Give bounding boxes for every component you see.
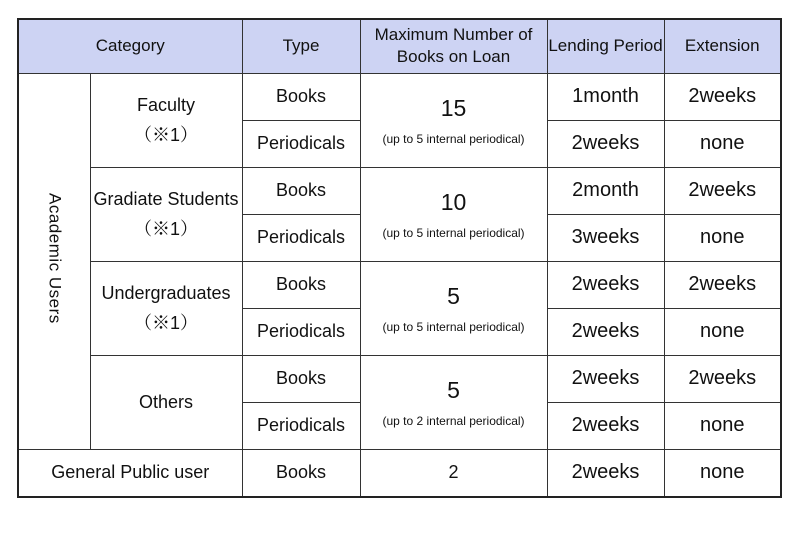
category-cell — [90, 167, 242, 261]
category-name: Undergraduates — [101, 283, 231, 303]
header-type: Type — [242, 19, 360, 73]
header-lending-period: Lending Period — [547, 19, 664, 73]
category-cell — [90, 73, 242, 167]
type-cell: Periodicals — [242, 308, 360, 355]
max-books-value: 5 — [447, 282, 460, 309]
max-books-note: (up to 2 internal periodical) — [382, 413, 525, 428]
type-cell: Books — [242, 355, 360, 402]
category-name: Gradiate Students — [93, 189, 239, 209]
category-cell — [90, 355, 242, 449]
extension-cell: none — [664, 120, 781, 167]
category-cell — [90, 261, 242, 355]
table-row-general-public — [18, 449, 781, 497]
type-cell: Books — [242, 73, 360, 120]
max-books-note: (up to 5 internal periodical) — [382, 319, 525, 334]
header-category: Category — [18, 19, 242, 73]
type-cell: Periodicals — [242, 214, 360, 261]
lending-period-cell: 2weeks — [547, 120, 664, 167]
max-books-value: 5 — [447, 376, 460, 403]
extension-cell: 2weeks — [664, 73, 781, 120]
type-cell: Books — [242, 261, 360, 308]
max-books-value: 15 — [440, 94, 467, 121]
extension-cell: none — [664, 449, 781, 497]
type-cell: Periodicals — [242, 120, 360, 167]
extension-cell: 2weeks — [664, 355, 781, 402]
loan-policy-table — [17, 18, 782, 498]
lending-period-cell: 2weeks — [547, 308, 664, 355]
extension-cell: none — [664, 308, 781, 355]
table-row — [18, 261, 781, 308]
header-row — [18, 19, 781, 73]
category-note: （※1） — [134, 219, 199, 239]
extension-cell: none — [664, 214, 781, 261]
extension-cell: 2weeks — [664, 261, 781, 308]
academic-users-cell — [18, 73, 90, 449]
max-books-cell — [360, 167, 547, 261]
max-books-value: 10 — [440, 188, 467, 215]
max-books-cell — [360, 355, 547, 449]
lending-period-cell: 2weeks — [547, 261, 664, 308]
header-max-books: Maximum Number of Books on Loan — [360, 19, 547, 73]
max-books-cell: 2 — [360, 449, 547, 497]
extension-cell: 2weeks — [664, 167, 781, 214]
category-name: Faculty — [136, 95, 196, 115]
max-books-cell — [360, 73, 547, 167]
extension-cell: none — [664, 402, 781, 449]
category-note: （※1） — [134, 313, 199, 333]
general-public-category: General Public user — [18, 449, 242, 497]
table-row — [18, 355, 781, 402]
category-note: （※1） — [134, 125, 199, 145]
lending-period-cell: 2month — [547, 167, 664, 214]
max-books-note: (up to 5 internal periodical) — [382, 131, 525, 146]
table-row — [18, 73, 781, 120]
lending-period-cell: 3weeks — [547, 214, 664, 261]
lending-period-cell: 2weeks — [547, 402, 664, 449]
table-row — [18, 167, 781, 214]
lending-period-cell: 2weeks — [547, 449, 664, 497]
academic-users-label: Academic Users — [45, 193, 65, 324]
max-books-note: (up to 5 internal periodical) — [382, 225, 525, 240]
lending-period-cell: 2weeks — [547, 355, 664, 402]
header-extension: Extension — [664, 19, 781, 73]
type-cell: Books — [242, 449, 360, 497]
type-cell: Books — [242, 167, 360, 214]
category-name: Others — [138, 392, 194, 412]
type-cell: Periodicals — [242, 402, 360, 449]
max-books-cell — [360, 261, 547, 355]
lending-period-cell: 1month — [547, 73, 664, 120]
